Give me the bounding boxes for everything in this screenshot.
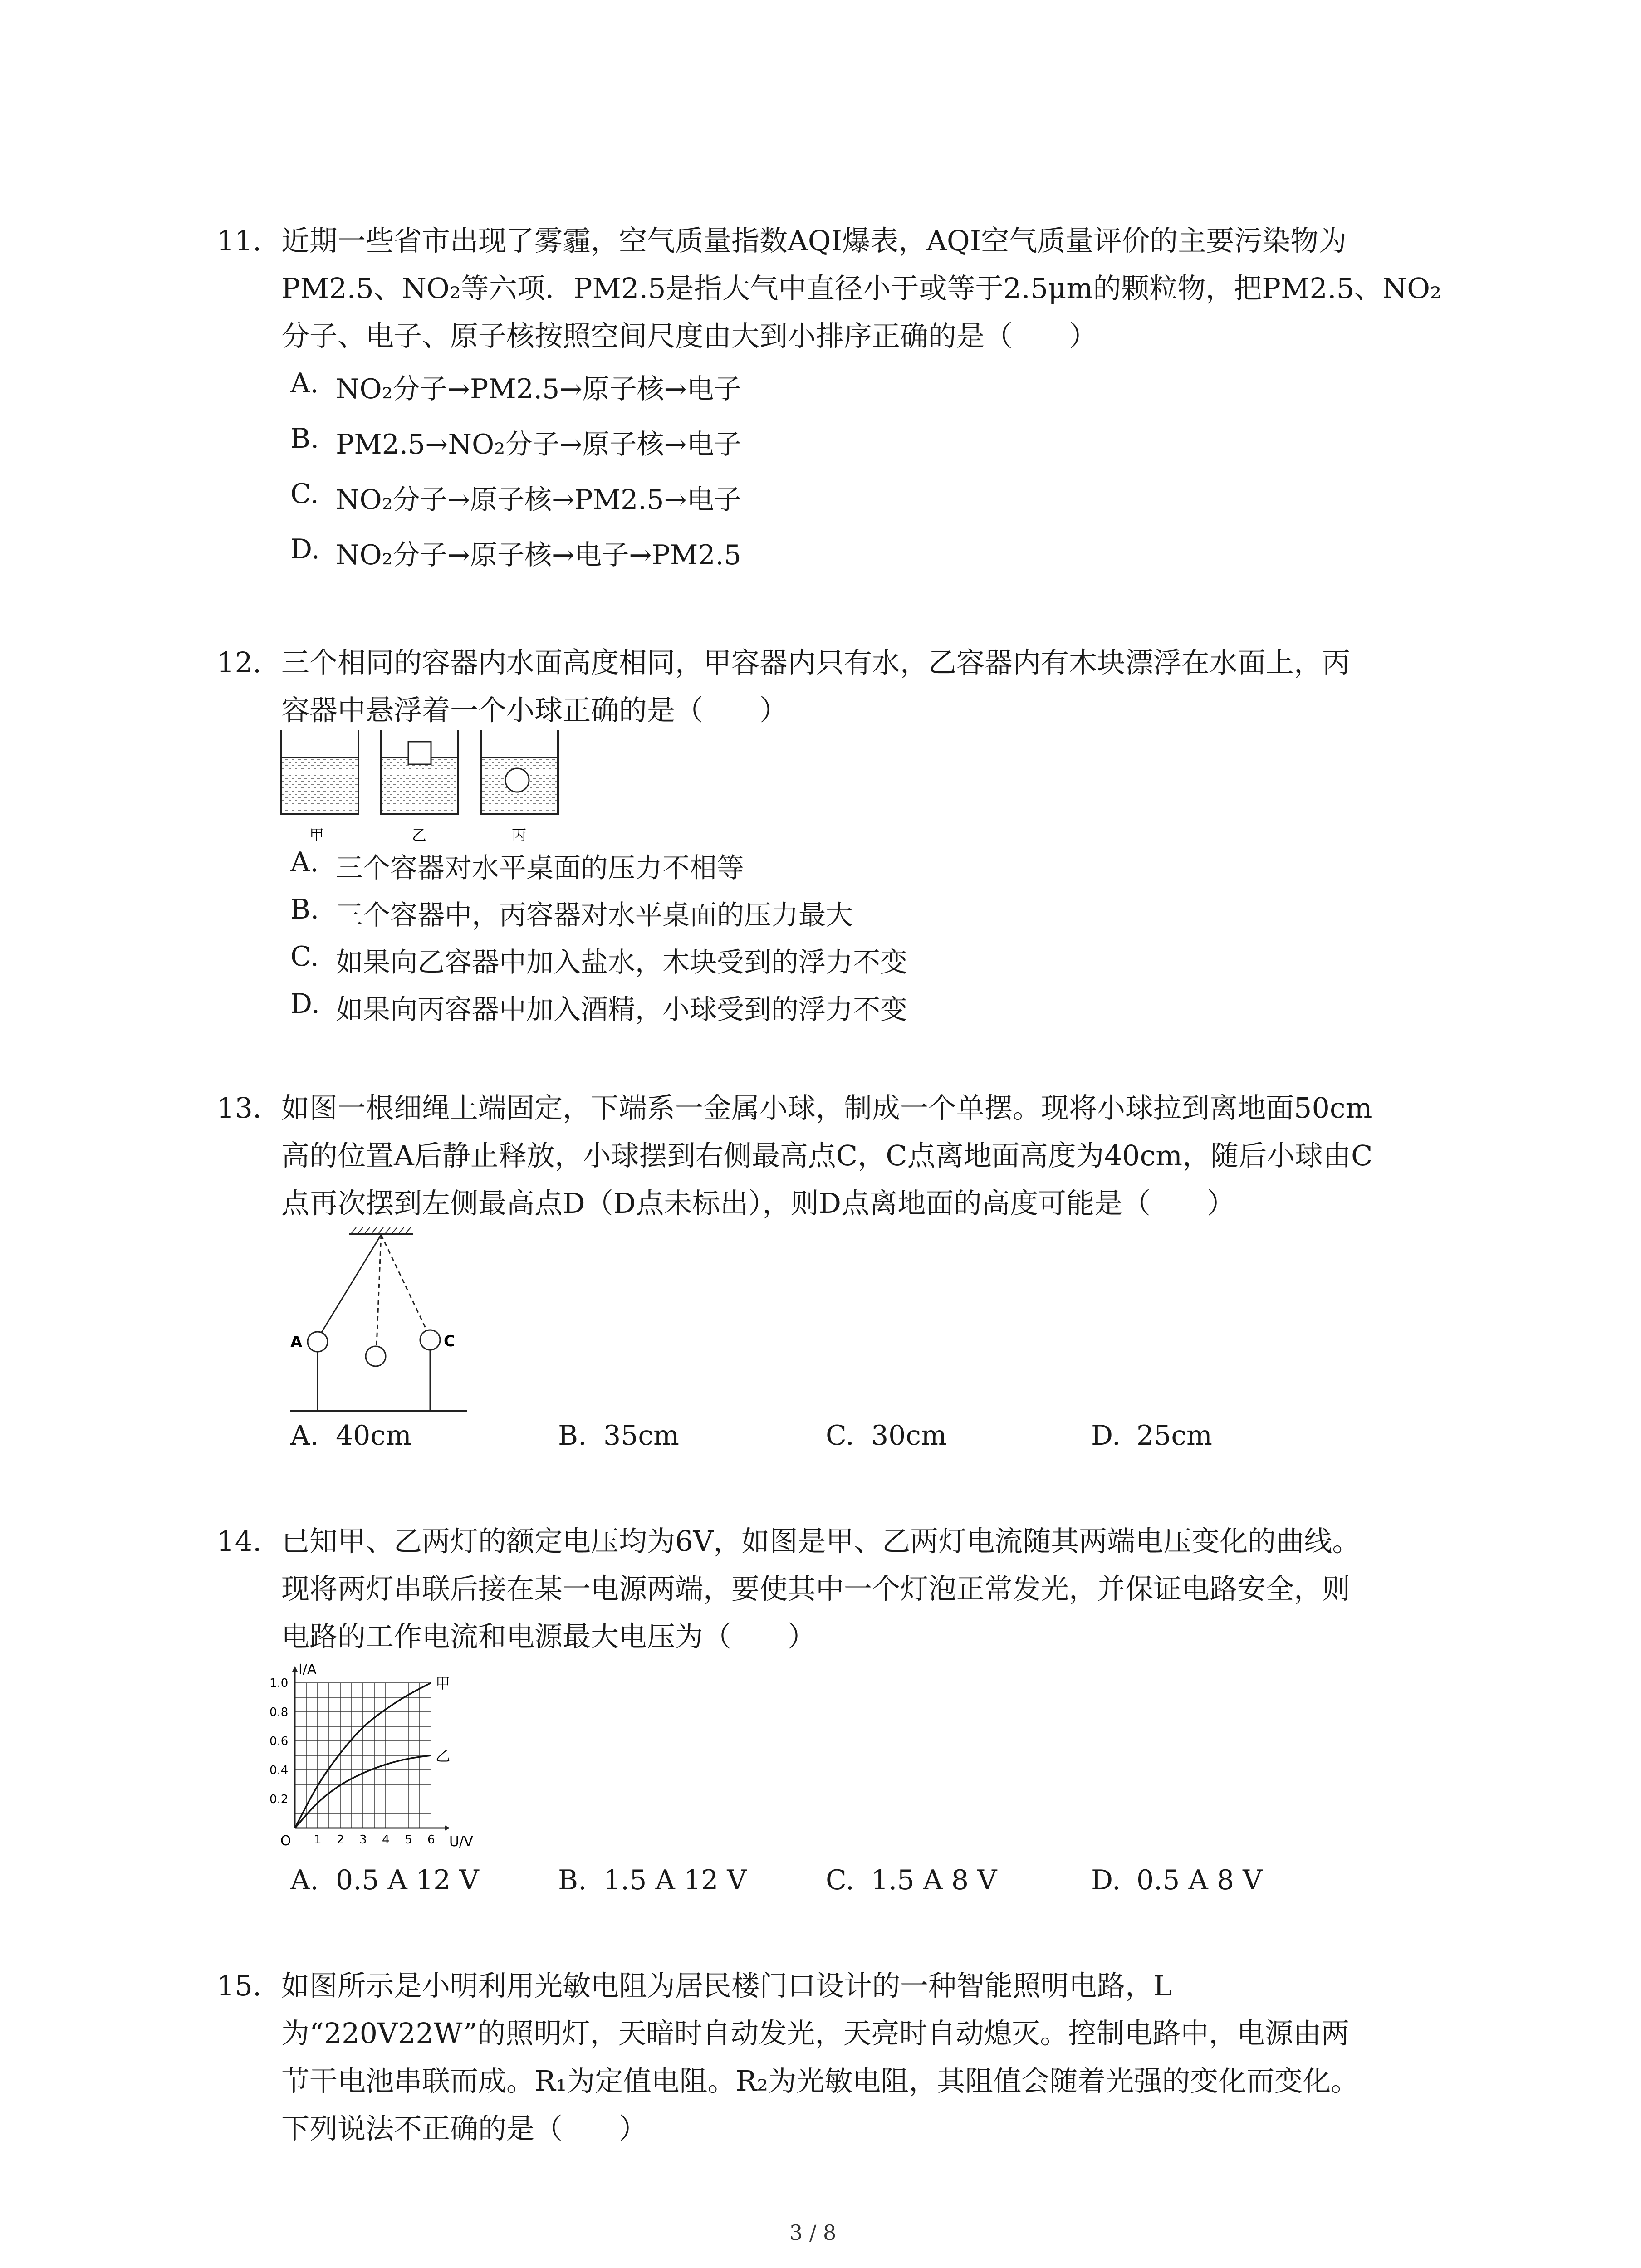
q11-option-b-letter: B. <box>290 423 319 455</box>
question-12-line-2: 容器中悬浮着一个小球正确的是（ ） <box>281 694 788 727</box>
question-13-line-2: 高的位置A后静止释放，小球摆到右侧最高点C，C点离地面高度为40cm，随后小球由C <box>281 1139 1373 1172</box>
x-tick-label: 1 <box>314 1833 322 1847</box>
ball-position-c <box>420 1330 440 1350</box>
x-tick-label: 2 <box>337 1833 344 1847</box>
series-label-yi: 乙 <box>436 1747 451 1765</box>
question-13-number: 13. <box>217 1091 262 1124</box>
label-jia: 甲 <box>309 826 324 844</box>
y-tick-label: 0.6 <box>269 1735 289 1748</box>
y-tick-label: 0.2 <box>269 1793 289 1806</box>
q12-option-a-text: 三个容器对水平桌面的压力不相等 <box>336 852 744 884</box>
pendulum-figure <box>281 1225 481 1424</box>
question-11-line-3: 分子、电子、原子核按照空间尺度由大到小排序正确的是（ ） <box>281 319 1097 352</box>
pendulum-string-a <box>321 1235 381 1334</box>
q14-option-a-text: 0.5 A 12 V <box>336 1864 479 1896</box>
wood-block <box>408 742 431 764</box>
container-bing <box>481 730 558 814</box>
label-yi: 乙 <box>412 826 427 844</box>
question-11-line-1: 近期一些省市出现了雾霾，空气质量指数AQI爆表，AQI空气质量评价的主要污染物为 <box>281 224 1347 257</box>
pendulum-string-middle <box>377 1235 381 1346</box>
ball-position-middle <box>366 1346 386 1366</box>
label-c: C <box>444 1332 455 1350</box>
question-14-line-2: 现将两灯串联后接在某一电源两端，要使其中一个灯泡正常发光，并保证电路安全，则 <box>281 1572 1351 1605</box>
label-bing: 丙 <box>512 826 527 844</box>
y-tick-label: 0.8 <box>269 1706 289 1719</box>
q13-option-b-letter: B. <box>558 1420 587 1452</box>
question-12-number: 12. <box>217 646 262 679</box>
q11-option-c-text: NO₂分子→原子核→PM2.5→电子 <box>336 484 741 516</box>
q13-option-d-text: 25cm <box>1136 1420 1212 1452</box>
y-axis-label: I/A <box>299 1662 317 1677</box>
x-tick-label: 4 <box>382 1833 390 1847</box>
question-14-number: 14. <box>217 1525 262 1558</box>
x-axis-arrow <box>445 1825 450 1831</box>
x-tick-label: 5 <box>405 1833 412 1847</box>
q14-option-a-letter: A. <box>290 1864 319 1896</box>
q11-option-b-text: PM2.5→NO₂分子→原子核→电子 <box>336 429 741 460</box>
q14-option-c-text: 1.5 A 8 V <box>871 1864 997 1896</box>
y-axis-arrow <box>292 1666 298 1672</box>
question-15-number: 15. <box>217 1969 262 2002</box>
q12-option-d-text: 如果向丙容器中加入酒精，小球受到的浮力不变 <box>336 994 907 1026</box>
y-tick-label: 0.4 <box>269 1764 289 1777</box>
q11-option-d-letter: D. <box>290 533 320 565</box>
question-13-line-1: 如图一根细绳上端固定，下端系一金属小球，制成一个单摆。现将小球拉到离地面50cm <box>281 1091 1372 1124</box>
q14-option-d-letter: D. <box>1091 1864 1121 1896</box>
question-11-number: 11. <box>217 224 262 257</box>
q13-option-c-letter: C. <box>826 1420 854 1452</box>
q13-option-a-text: 40cm <box>336 1420 411 1452</box>
containers-figure <box>272 726 572 853</box>
q12-option-b-text: 三个容器中，丙容器对水平桌面的压力最大 <box>336 899 853 931</box>
q12-option-d-letter: D. <box>290 988 320 1020</box>
label-a: A <box>290 1333 303 1351</box>
x-tick-label: 6 <box>427 1833 435 1847</box>
container-jia <box>281 730 358 814</box>
q14-option-c-letter: C. <box>826 1864 854 1896</box>
series-label-jia: 甲 <box>436 1675 451 1692</box>
q11-option-d-text: NO₂分子→原子核→电子→PM2.5 <box>336 539 741 571</box>
origin-label: O <box>280 1833 291 1849</box>
q13-option-d-letter: D. <box>1091 1420 1121 1452</box>
x-tick-label: 3 <box>359 1833 367 1847</box>
x-axis-label: U/V <box>449 1834 473 1850</box>
question-12-line-1: 三个相同的容器内水面高度相同，甲容器内只有水，乙容器内有木块漂浮在水面上，丙 <box>281 646 1351 679</box>
small-ball <box>505 768 529 792</box>
question-15-line-1: 如图所示是小明利用光敏电阻为居民楼门口设计的一种智能照明电路，L <box>281 1969 1172 2002</box>
q11-option-a-text: NO₂分子→PM2.5→原子核→电子 <box>336 373 741 405</box>
q12-option-b-letter: B. <box>290 894 319 925</box>
q12-option-c-text: 如果向乙容器中加入盐水，木块受到的浮力不变 <box>336 947 907 978</box>
question-14-line-1: 已知甲、乙两灯的额定电压均为6V，如图是甲、乙两灯电流随其两端电压变化的曲线。 <box>281 1525 1361 1558</box>
iv-chart <box>268 1660 504 1860</box>
question-14-line-3: 电路的工作电流和电源最大电压为（ ） <box>281 1620 816 1653</box>
question-13-line-3: 点再次摆到左侧最高点D（D点未标出），则D点离地面的高度可能是（ ） <box>281 1187 1235 1220</box>
container-yi <box>381 730 458 814</box>
q14-option-d-text: 0.5 A 8 V <box>1136 1864 1263 1896</box>
ball-position-a <box>308 1332 328 1352</box>
q11-option-a-letter: A. <box>290 367 319 399</box>
q13-option-c-text: 30cm <box>871 1420 947 1452</box>
question-15-line-4: 下列说法不正确的是（ ） <box>281 2112 647 2145</box>
q12-option-c-letter: C. <box>290 941 319 973</box>
q12-option-a-letter: A. <box>290 846 319 878</box>
question-11-line-2: PM2.5、NO₂等六项．PM2.5是指大气中直径小于或等于2.5μm的颗粒物，把PM2.5、NO₂ <box>281 272 1441 305</box>
q13-option-a-letter: A. <box>290 1420 319 1452</box>
question-15-line-2: 为“220V22W”的照明灯，天暗时自动发光，天亮时自动熄灭。控制电路中，电源由两 <box>281 2017 1350 2050</box>
pendulum-string-c <box>381 1235 427 1332</box>
chart-axes <box>292 1666 450 1831</box>
ceiling-hatch <box>352 1227 411 1233</box>
y-tick-label: 1.0 <box>269 1677 289 1690</box>
q11-option-c-letter: C. <box>290 478 319 510</box>
page-number: 3 / 8 <box>789 2220 837 2245</box>
q14-option-b-text: 1.5 A 12 V <box>603 1864 747 1896</box>
q14-option-b-letter: B. <box>558 1864 587 1896</box>
question-15-line-3: 节干电池串联而成。R₁为定值电阻。R₂为光敏电阻，其阻值会随着光强的变化而变化。 <box>281 2064 1359 2097</box>
q13-option-b-text: 35cm <box>603 1420 679 1452</box>
